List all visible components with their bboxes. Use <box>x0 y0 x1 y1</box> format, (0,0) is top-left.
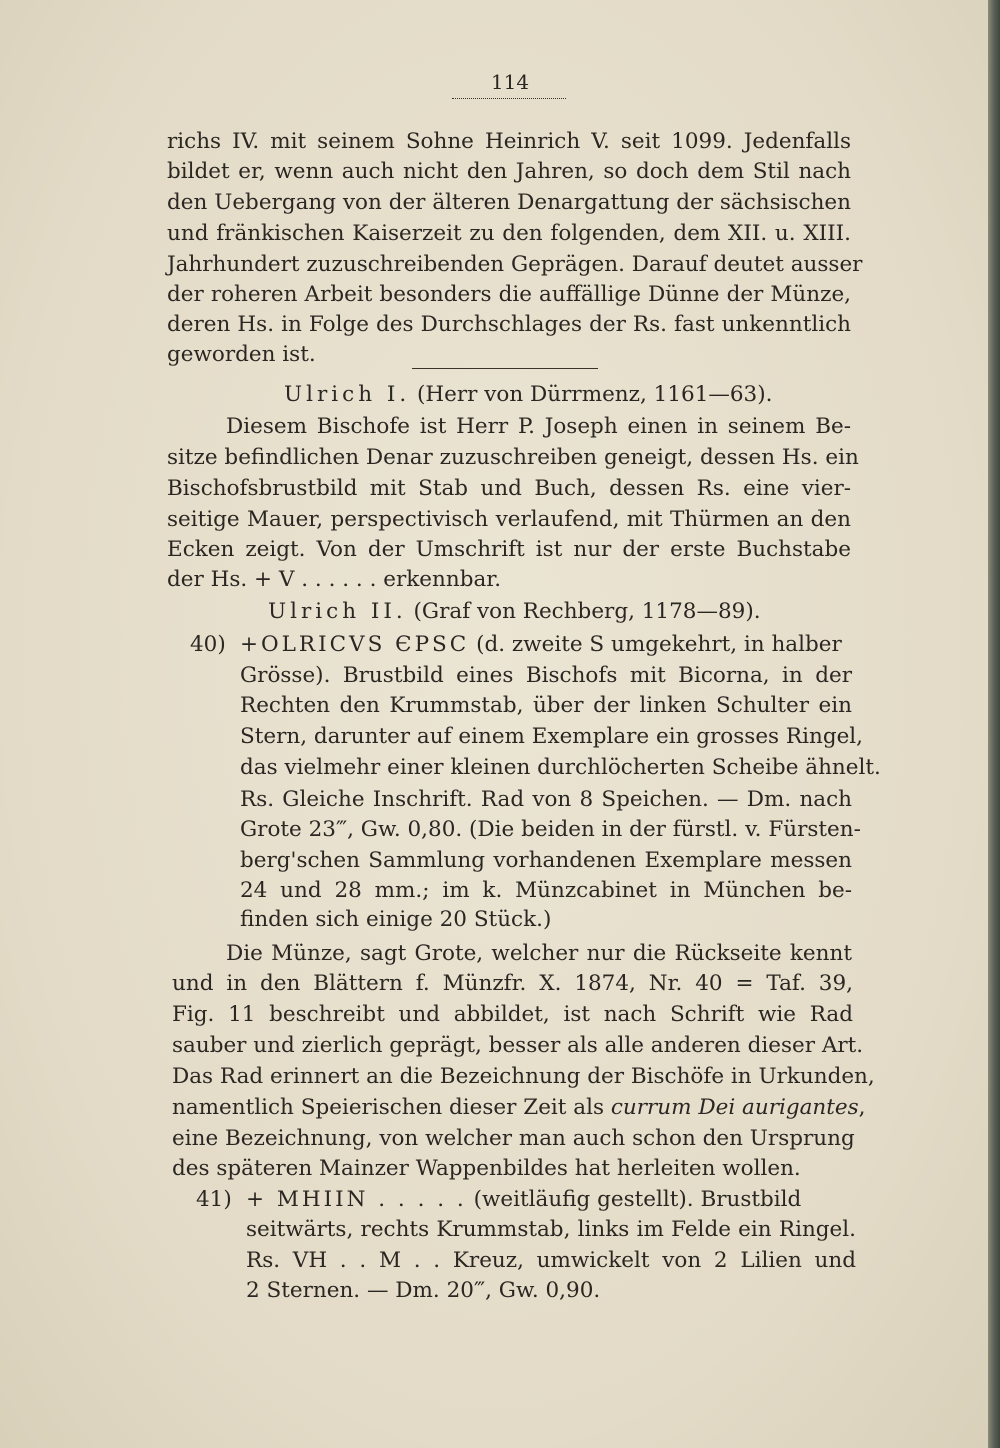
heading-rest: (Herr von Dürrmenz, 1161—63). <box>410 382 773 407</box>
text-line: Ecken zeigt. Von der Umschrift ist nur der erste Buchstabe <box>167 537 851 562</box>
text-line: seitwärts, rechts Krummstab, links im Felde ein Ringel. <box>246 1217 856 1242</box>
entry-text: (weitläufig gestellt). Brustbild <box>466 1187 802 1212</box>
text-line: Fig. 11 beschreibt und abbildet, ist nach Schrift wie Rad <box>172 1002 853 1027</box>
text-line: Grote 23‴, Gw. 0,80. (Die beiden in der fürstl. v. Fürsten- <box>240 817 861 842</box>
section-divider <box>412 368 598 369</box>
text-line: deren Hs. in Folge des Durchschlages der Rs. fast unkenntlich <box>167 312 851 337</box>
text-line: Die Münze, sagt Grote, welcher nur die Rückseite kennt <box>226 941 852 966</box>
text-line: der Hs. + V . . . . . . erkennbar. <box>167 567 502 592</box>
header-rule <box>452 98 566 99</box>
text-line: des späteren Mainzer Wappenbildes hat herleiten wollen. <box>172 1156 801 1181</box>
entry-first-line <box>246 1186 856 1214</box>
text-segment: , <box>858 1095 866 1120</box>
text-line: Diesem Bischofe ist Herr P. Joseph einen in seinem Be- <box>226 414 851 439</box>
text-line: sauber und zierlich geprägt, besser als alle anderen dieser Art. <box>172 1033 864 1058</box>
text-line: 24 und 28 mm.; im k. Münzcabinet in München be- <box>240 878 852 903</box>
text-line: Rs. Gleiche Inschrift. Rad von 8 Speichen. — Dm. nach <box>240 787 852 812</box>
text-line: sitze befindlichen Denar zuzuschreiben geneigt, dessen Hs. ein <box>167 445 859 470</box>
heading-name: Ulrich I. <box>284 382 411 407</box>
text-line: Stern, darunter auf einem Exemplare ein grosses Ringel, <box>240 724 864 749</box>
latin-phrase: currum Dei aurigantes <box>610 1095 859 1120</box>
text-line: seitige Mauer, perspectivisch verlaufend, mit Thürmen an den <box>167 507 851 532</box>
text-line: Rechten den Krummstab, über der linken Schulter ein <box>240 693 852 718</box>
text-line: Bischofsbrustbild mit Stab und Buch, dessen Rs. eine vier- <box>167 476 851 501</box>
section-heading <box>268 598 761 626</box>
text-line: richs IV. mit seinem Sohne Heinrich V. seit 1099. Jedenfalls <box>167 129 851 154</box>
text-line: bildet er, wenn auch nicht den Jahren, so doch dem Stil nach <box>167 159 851 184</box>
text-line: berg'schen Sammlung vorhandenen Exemplare messen <box>240 848 852 873</box>
text-line: eine Bezeichnung, von welcher man auch schon den Ursprung <box>172 1126 855 1151</box>
text-line: geworden ist. <box>167 342 316 367</box>
text-line: den Uebergang von der älteren Denargattung der sächsischen <box>167 190 851 215</box>
entry-number: 40) <box>190 632 226 657</box>
section-heading <box>284 381 772 409</box>
page-edge <box>988 0 1000 1448</box>
heading-rest: (Graf von Rechberg, 1178—89). <box>406 599 761 624</box>
text-line: und in den Blättern f. Münzfr. X. 1874, Nr. 40 = Taf. 39, <box>172 971 853 996</box>
text-line: Das Rad erinnert an die Bezeichnung der Bischöfe in Urkunden, <box>172 1064 875 1089</box>
text-line: 2 Sternen. — Dm. 20‴, Gw. 0,90. <box>246 1278 601 1303</box>
text-line <box>172 1094 866 1122</box>
page-number: 114 <box>490 70 530 94</box>
text-line: Jahrhundert zuzuschreibenden Geprägen. Darauf deutet ausser <box>167 252 863 277</box>
heading-name: Ulrich II. <box>268 599 407 624</box>
text-line: das vielmehr einer kleinen durchlöcherten Scheibe ähnelt. <box>240 755 881 780</box>
text-line: und fränkischen Kaiserzeit zu den folgenden, dem XII. u. XIII. <box>167 221 851 246</box>
entry-first-line <box>240 631 852 659</box>
text-line: Grösse). Brustbild eines Bischofs mit Bicorna, in der <box>240 663 852 688</box>
text-line: Rs. VH . . M . . Kreuz, umwickelt von 2 Lilien und <box>246 1248 856 1273</box>
text-segment: namentlich Speierischen dieser Zeit als <box>172 1095 611 1120</box>
text-line: finden sich einige 20 Stück.) <box>240 907 552 932</box>
coin-inscription: + MHIIN . . . . . <box>246 1187 467 1212</box>
text-line: der roheren Arbeit besonders die auffällige Dünne der Münze, <box>167 282 851 307</box>
coin-inscription: +OLRICVS ЄPSC <box>240 632 470 657</box>
entry-text: (d. zweite S umgekehrt, in halber <box>469 632 842 657</box>
entry-number: 41) <box>196 1187 232 1212</box>
